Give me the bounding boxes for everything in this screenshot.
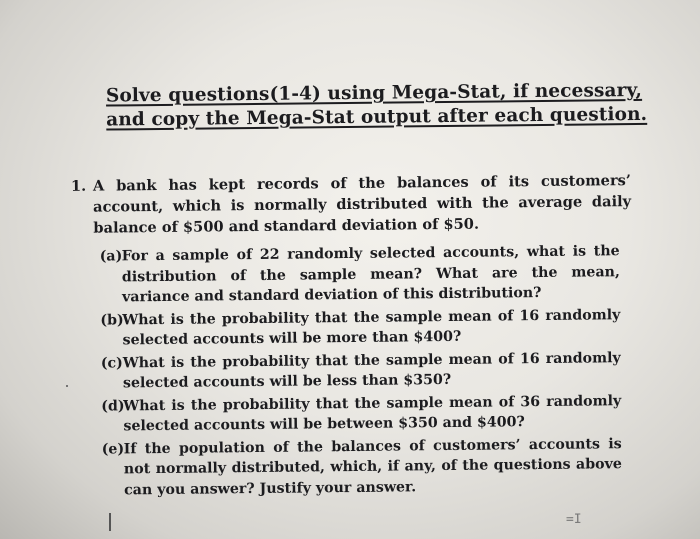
part-text: If the population of the balances of customers’ accounts is not normally distributed, which, if any, of the questions above can you answer? Justify your answer. [123, 435, 622, 498]
part-text: What is the probability that the sample mean of 36 randomly selected accounts will be between $350 and $400? [123, 392, 622, 435]
part-label: (c) [100, 354, 123, 372]
text-cursor-icon: =I [565, 511, 582, 528]
part-e [102, 434, 623, 501]
part-text: What is the probability that the sample mean of 16 randomly selected accounts will be more than $400? [122, 306, 621, 349]
part-label: (d) [101, 397, 125, 415]
part-a [100, 241, 621, 308]
instructions-heading [106, 79, 647, 133]
part-text: For a sample of 22 randomly selected accounts, what is the distribution of the sample mean? What are the mean, variance and standard deviation of this distribution? [121, 243, 620, 306]
heading-line-1: Solve questions(1-4) using Mega-Stat, if necessary, [105, 79, 643, 107]
paper-speck [66, 385, 68, 387]
question-parts [100, 241, 623, 502]
part-label: (b) [100, 311, 124, 329]
part-d [101, 391, 621, 437]
document-page [0, 4, 700, 539]
pen-tick-mark [109, 513, 111, 531]
heading-line-2: and copy the Mega-Stat output after each question. [106, 103, 648, 131]
part-c [101, 348, 621, 394]
question-text: A bank has kept records of the balances of its customers’ account, which is normally distributed with the average daily balance of $500 and standard deviation of $50. [92, 172, 632, 237]
part-label: (a) [99, 248, 123, 265]
part-label: (e) [101, 440, 125, 458]
question-number: 1. [70, 177, 87, 195]
question-1 [71, 170, 632, 239]
part-text: What is the probability that the sample mean of 16 randomly selected accounts will be less than $350? [122, 349, 621, 392]
part-b [100, 305, 620, 351]
